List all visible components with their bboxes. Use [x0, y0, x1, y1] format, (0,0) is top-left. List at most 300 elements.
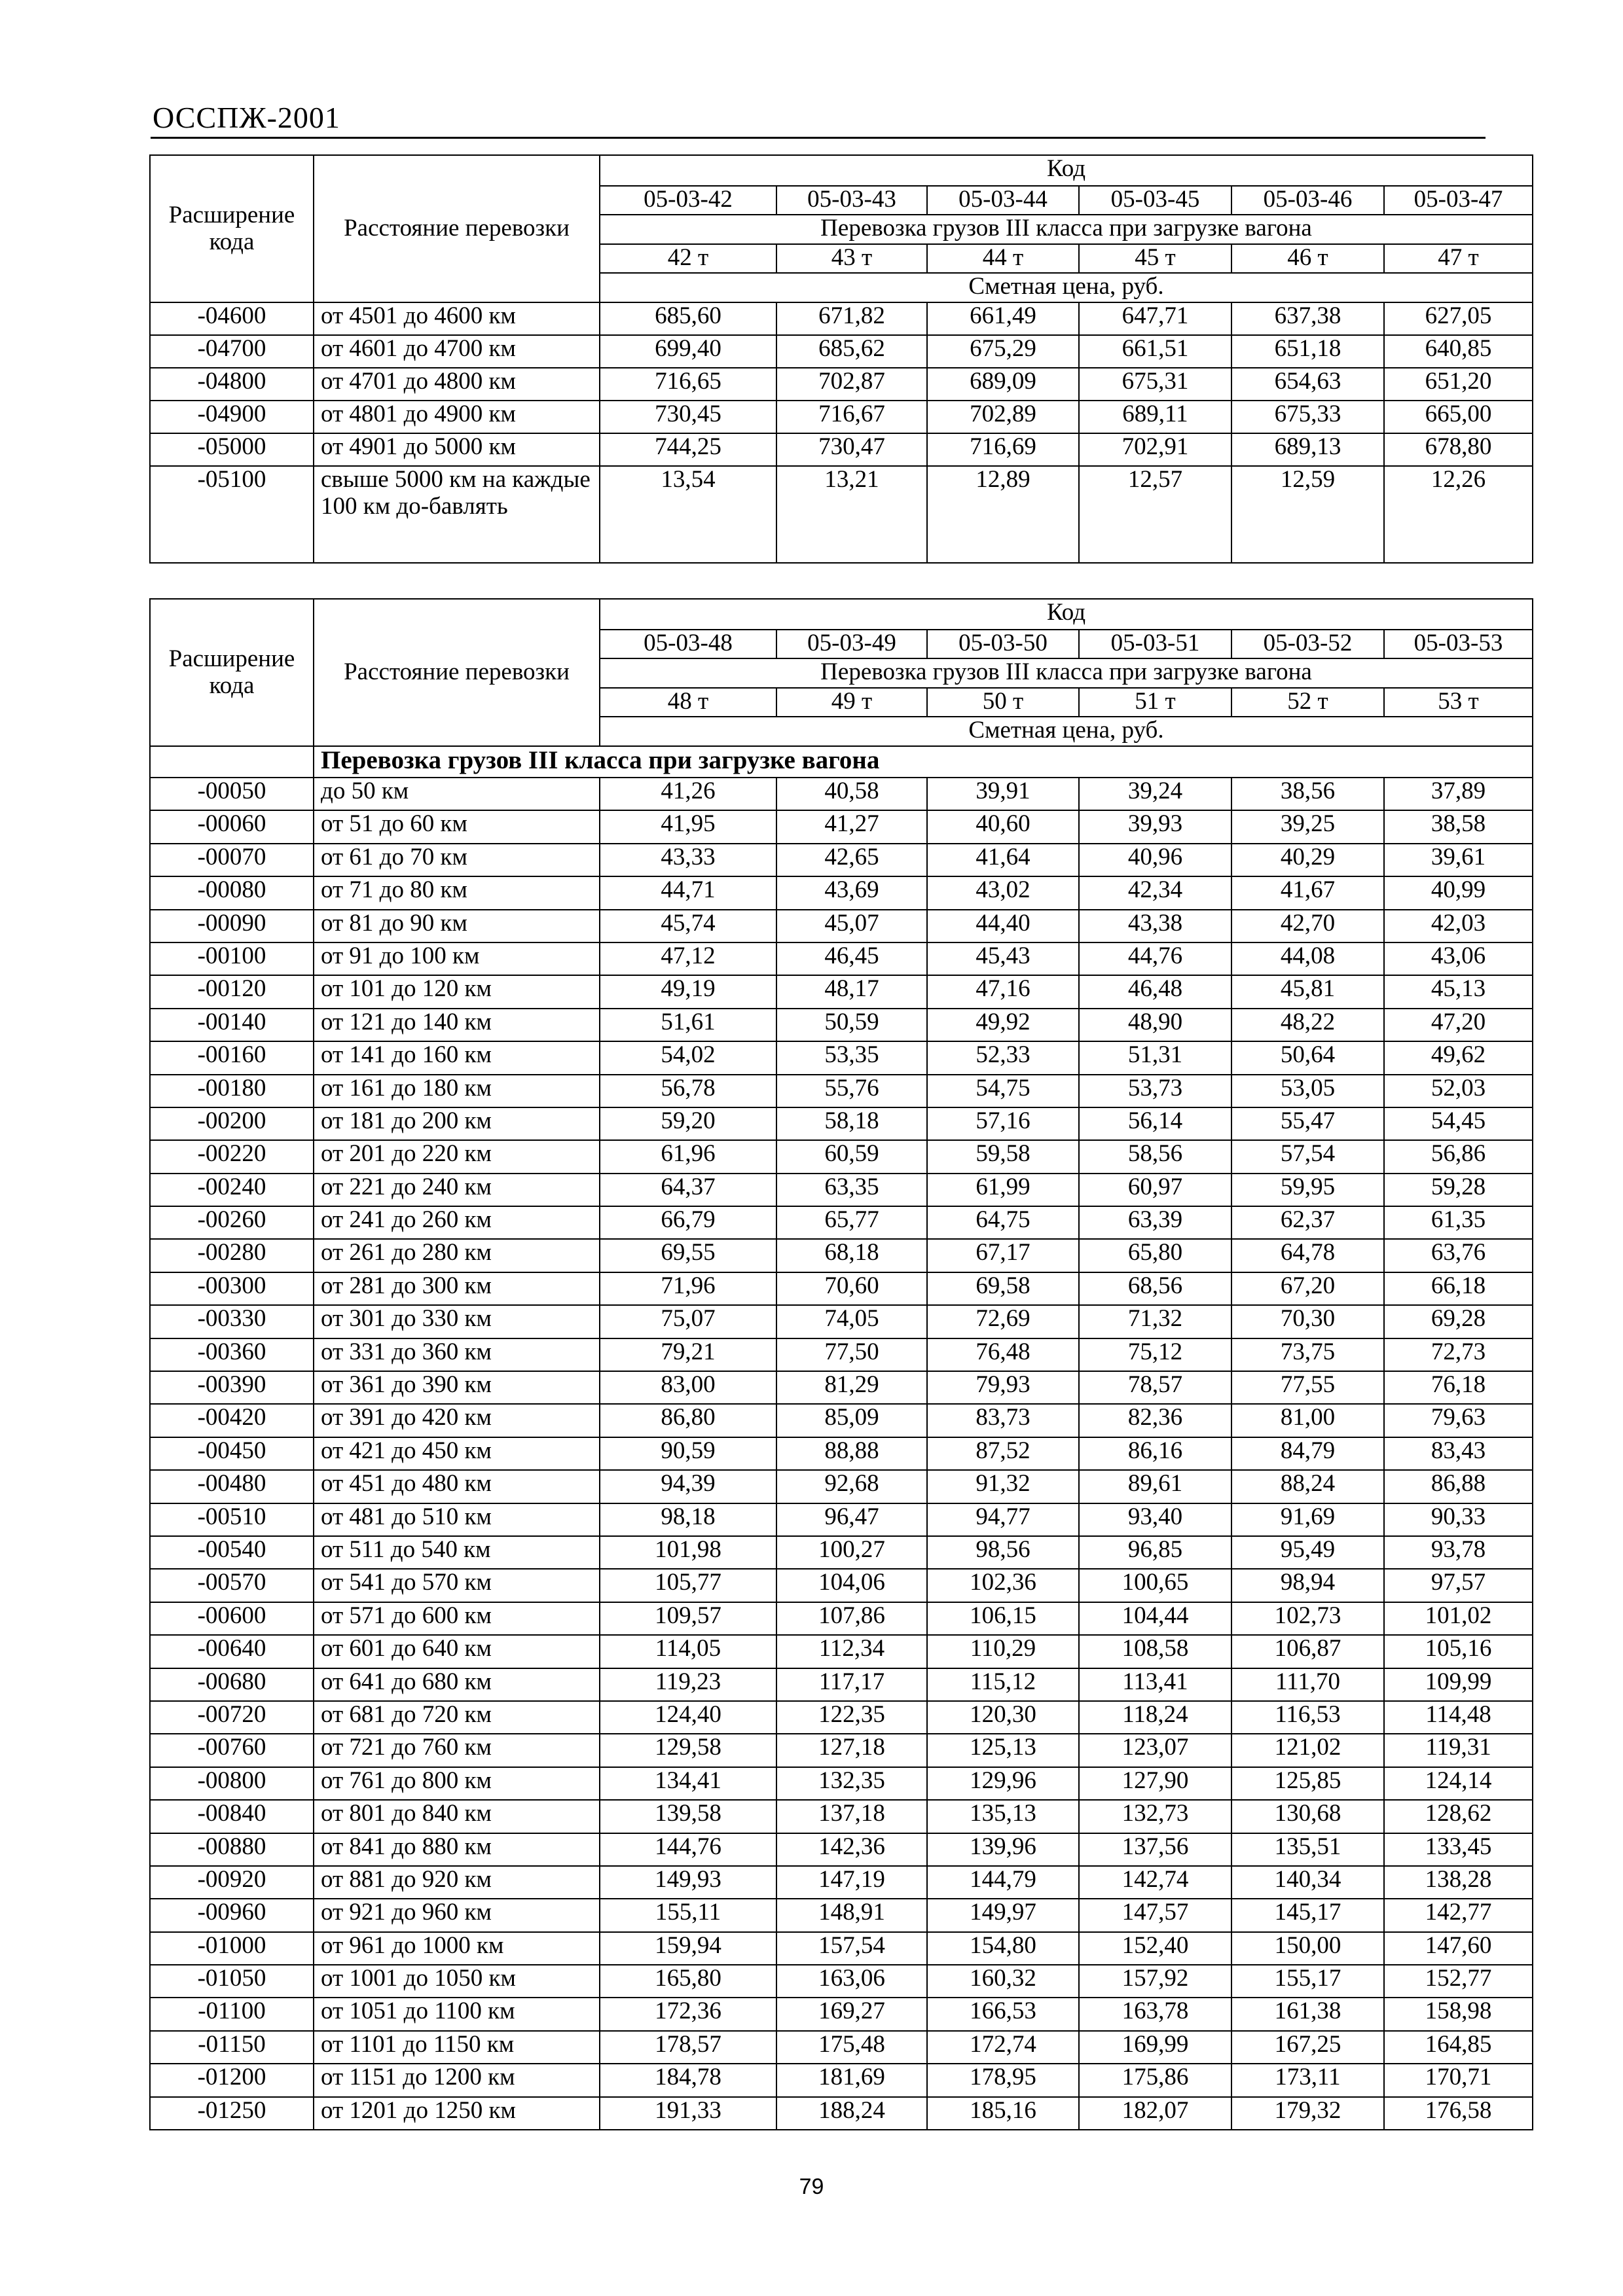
distance-cell: от 71 до 80 км — [314, 876, 600, 909]
price-cell: 102,36 — [927, 1569, 1079, 1602]
distance-cell: от 4601 до 4700 км — [314, 335, 600, 368]
price-cell: 38,56 — [1231, 778, 1384, 810]
price-cell: 83,00 — [600, 1371, 776, 1404]
code-extension-cell: -00390 — [150, 1371, 314, 1404]
distance-cell: от 571 до 600 км — [314, 1602, 600, 1635]
table-row — [150, 1437, 1533, 1470]
price-cell: 128,62 — [1384, 1800, 1533, 1833]
distance-cell: от 91 до 100 км — [314, 942, 600, 975]
code-extension-cell: -00090 — [150, 910, 314, 942]
page-number: 79 — [799, 2174, 824, 2199]
code-extension-cell: -00160 — [150, 1041, 314, 1074]
price-cell: 104,06 — [776, 1569, 927, 1602]
price-cell: 91,32 — [927, 1470, 1079, 1503]
price-cell: 94,77 — [927, 1503, 1079, 1536]
price-cell: 48,22 — [1231, 1009, 1384, 1041]
price-cell: 45,74 — [600, 910, 776, 942]
price-cell: 61,99 — [927, 1174, 1079, 1206]
table-row — [150, 1965, 1533, 1998]
code-extension-cell: -01150 — [150, 2031, 314, 2064]
load-cell: 49 т — [776, 688, 927, 717]
price-cell: 145,17 — [1231, 1899, 1384, 1931]
price-cell: 44,76 — [1079, 942, 1231, 975]
price-cell: 94,39 — [600, 1470, 776, 1503]
distance-cell: от 761 до 800 км — [314, 1767, 600, 1800]
price-cell: 53,05 — [1231, 1075, 1384, 1107]
price-cell: 76,18 — [1384, 1371, 1533, 1404]
price-cell: 104,44 — [1079, 1602, 1231, 1635]
distance-cell: от 481 до 510 км — [314, 1503, 600, 1536]
price-cell: 41,27 — [776, 810, 927, 843]
load-cell: 51 т — [1079, 688, 1231, 717]
distance-cell: от 451 до 480 км — [314, 1470, 600, 1503]
price-cell: 101,02 — [1384, 1602, 1533, 1635]
price-cell: 86,16 — [1079, 1437, 1231, 1470]
price-cell: 678,80 — [1384, 433, 1533, 466]
code-extension-cell: -01200 — [150, 2064, 314, 2096]
price-cell: 123,07 — [1079, 1734, 1231, 1767]
distance-cell: от 201 до 220 км — [314, 1140, 600, 1173]
table-row — [150, 1404, 1533, 1437]
price-header: Сметная цена, руб. — [600, 717, 1533, 746]
distance-cell: от 961 до 1000 км — [314, 1932, 600, 1965]
price-cell: 44,08 — [1231, 942, 1384, 975]
distance-cell: от 51 до 60 км — [314, 810, 600, 843]
price-cell: 651,20 — [1384, 368, 1533, 401]
code-extension-cell: -00450 — [150, 1437, 314, 1470]
table-row — [150, 1668, 1533, 1701]
price-cell: 62,37 — [1231, 1206, 1384, 1239]
price-cell: 40,58 — [776, 778, 927, 810]
price-cell: 70,30 — [1231, 1305, 1384, 1338]
table-row — [150, 1635, 1533, 1668]
price-cell: 39,91 — [927, 778, 1079, 810]
distance-cell: от 141 до 160 км — [314, 1041, 600, 1074]
price-cell: 152,40 — [1079, 1932, 1231, 1965]
table-row — [150, 810, 1533, 843]
price-cell: 61,35 — [1384, 1206, 1533, 1239]
transport-class-header: Перевозка грузов III класса при загрузке вагона — [600, 215, 1533, 244]
price-cell: 98,56 — [927, 1536, 1079, 1569]
price-cell: 59,58 — [927, 1140, 1079, 1173]
price-cell: 41,26 — [600, 778, 776, 810]
price-cell: 64,75 — [927, 1206, 1079, 1239]
price-cell: 132,73 — [1079, 1800, 1231, 1833]
price-cell: 127,90 — [1079, 1767, 1231, 1800]
table-row — [150, 1075, 1533, 1107]
price-cell: 175,48 — [776, 2031, 927, 2064]
distance-cell: от 4801 до 4900 км — [314, 401, 600, 433]
distance-cell: от 61 до 70 км — [314, 844, 600, 876]
price-cell: 64,78 — [1231, 1239, 1384, 1272]
price-header: Сметная цена, руб. — [600, 273, 1533, 302]
price-cell: 121,02 — [1231, 1734, 1384, 1767]
price-cell: 164,85 — [1384, 2031, 1533, 2064]
distance-cell: от 841 до 880 км — [314, 1833, 600, 1866]
price-cell: 41,64 — [927, 844, 1079, 876]
price-cell: 90,33 — [1384, 1503, 1533, 1536]
price-cell: 68,18 — [776, 1239, 927, 1272]
price-cell: 70,60 — [776, 1272, 927, 1305]
price-cell: 150,00 — [1231, 1932, 1384, 1965]
price-cell: 119,23 — [600, 1668, 776, 1701]
price-cell: 161,38 — [1231, 1998, 1384, 2030]
price-cell: 149,97 — [927, 1899, 1079, 1931]
price-cell: 111,70 — [1231, 1668, 1384, 1701]
price-cell: 120,30 — [927, 1701, 1079, 1734]
price-cell: 108,58 — [1079, 1635, 1231, 1668]
code-extension-cell: -00480 — [150, 1470, 314, 1503]
price-cell: 160,32 — [927, 1965, 1079, 1998]
price-cell: 54,02 — [600, 1041, 776, 1074]
price-cell: 63,35 — [776, 1174, 927, 1206]
price-cell: 163,78 — [1079, 1998, 1231, 2030]
table-row — [150, 1371, 1533, 1404]
table-row — [150, 1041, 1533, 1074]
price-cell: 689,11 — [1079, 401, 1231, 433]
price-cell: 129,96 — [927, 1767, 1079, 1800]
price-cell: 55,47 — [1231, 1107, 1384, 1140]
distance-cell: от 721 до 760 км — [314, 1734, 600, 1767]
table-row — [150, 1998, 1533, 2030]
price-cell: 67,17 — [927, 1239, 1079, 1272]
price-cell: 95,49 — [1231, 1536, 1384, 1569]
table-row — [150, 302, 1533, 335]
table-row — [150, 1174, 1533, 1206]
distance-cell: от 81 до 90 км — [314, 910, 600, 942]
price-cell: 685,62 — [776, 335, 927, 368]
price-cell: 142,74 — [1079, 1866, 1231, 1899]
price-cell: 42,65 — [776, 844, 927, 876]
price-cell: 179,32 — [1231, 2097, 1384, 2130]
table-row — [150, 1536, 1533, 1569]
code-extension-cell: -01250 — [150, 2097, 314, 2130]
distance-cell: от 181 до 200 км — [314, 1107, 600, 1140]
price-cell: 42,03 — [1384, 910, 1533, 942]
table-row — [150, 1140, 1533, 1173]
table-row — [150, 1338, 1533, 1371]
price-cell: 137,18 — [776, 1800, 927, 1833]
table-row — [150, 1569, 1533, 1602]
code-cell: 05-03-48 — [600, 630, 776, 658]
price-cell: 53,35 — [776, 1041, 927, 1074]
price-cell: 41,67 — [1231, 876, 1384, 909]
price-cell: 77,55 — [1231, 1371, 1384, 1404]
price-cell: 87,52 — [927, 1437, 1079, 1470]
price-cell: 173,11 — [1231, 2064, 1384, 2096]
code-extension-cell: -00060 — [150, 810, 314, 843]
price-cell: 40,60 — [927, 810, 1079, 843]
code-extension-cell: -00280 — [150, 1239, 314, 1272]
code-header: Код — [600, 599, 1533, 630]
code-cell: 05-03-50 — [927, 630, 1079, 658]
price-cell: 48,90 — [1079, 1009, 1231, 1041]
table-row — [150, 335, 1533, 368]
price-cell: 42,34 — [1079, 876, 1231, 909]
price-cell: 114,48 — [1384, 1701, 1533, 1734]
price-cell: 184,78 — [600, 2064, 776, 2096]
price-cell: 165,80 — [600, 1965, 776, 1998]
price-cell: 144,79 — [927, 1866, 1079, 1899]
price-cell: 56,78 — [600, 1075, 776, 1107]
distance-cell: от 261 до 280 км — [314, 1239, 600, 1272]
price-cell: 54,75 — [927, 1075, 1079, 1107]
price-cell: 147,60 — [1384, 1932, 1533, 1965]
distance-cell: от 391 до 420 км — [314, 1404, 600, 1437]
table-row — [150, 368, 1533, 401]
code-extension-cell: -00100 — [150, 942, 314, 975]
price-cell: 188,24 — [776, 2097, 927, 2130]
section-row — [150, 746, 1533, 778]
table-row — [150, 2097, 1533, 2130]
price-cell: 124,40 — [600, 1701, 776, 1734]
distance-cell: от 281 до 300 км — [314, 1272, 600, 1305]
price-cell: 39,25 — [1231, 810, 1384, 843]
code-extension-cell: -00360 — [150, 1338, 314, 1371]
price-cell: 39,93 — [1079, 810, 1231, 843]
price-cell: 12,59 — [1231, 466, 1384, 563]
price-cell: 107,86 — [776, 1602, 927, 1635]
price-cell: 85,09 — [776, 1404, 927, 1437]
price-cell: 147,19 — [776, 1866, 927, 1899]
price-cell: 106,87 — [1231, 1635, 1384, 1668]
price-cell: 59,28 — [1384, 1174, 1533, 1206]
table-row — [150, 1272, 1533, 1305]
price-cell: 69,55 — [600, 1239, 776, 1272]
price-cell: 92,68 — [776, 1470, 927, 1503]
price-cell: 71,32 — [1079, 1305, 1231, 1338]
table-row — [150, 1932, 1533, 1965]
price-cell: 89,61 — [1079, 1470, 1231, 1503]
load-cell: 44 т — [927, 244, 1079, 273]
distance-cell: от 1001 до 1050 км — [314, 1965, 600, 1998]
price-cell: 116,53 — [1231, 1701, 1384, 1734]
code-extension-cell: -00960 — [150, 1899, 314, 1931]
table-row — [150, 910, 1533, 942]
code-extension-cell: -00180 — [150, 1075, 314, 1107]
price-cell: 49,92 — [927, 1009, 1079, 1041]
price-cell: 47,20 — [1384, 1009, 1533, 1041]
load-cell: 52 т — [1231, 688, 1384, 717]
price-cell: 71,96 — [600, 1272, 776, 1305]
price-cell: 109,57 — [600, 1602, 776, 1635]
price-cell: 40,29 — [1231, 844, 1384, 876]
price-cell: 716,67 — [776, 401, 927, 433]
price-cell: 55,76 — [776, 1075, 927, 1107]
distance-cell: от 331 до 360 км — [314, 1338, 600, 1371]
price-cell: 654,63 — [1231, 368, 1384, 401]
price-cell: 45,43 — [927, 942, 1079, 975]
code-extension-cell: -04900 — [150, 401, 314, 433]
price-cell: 75,12 — [1079, 1338, 1231, 1371]
code-extension-cell: -04700 — [150, 335, 314, 368]
price-cell: 129,58 — [600, 1734, 776, 1767]
load-cell: 53 т — [1384, 688, 1533, 717]
table-row — [150, 1602, 1533, 1635]
price-cell: 60,59 — [776, 1140, 927, 1173]
table-row — [150, 1899, 1533, 1931]
price-cell: 90,59 — [600, 1437, 776, 1470]
price-cell: 702,91 — [1079, 433, 1231, 466]
price-cell: 112,34 — [776, 1635, 927, 1668]
load-cell: 47 т — [1384, 244, 1533, 273]
price-cell: 50,59 — [776, 1009, 927, 1041]
price-cell: 57,16 — [927, 1107, 1079, 1140]
price-cell: 48,17 — [776, 975, 927, 1008]
price-cell: 181,69 — [776, 2064, 927, 2096]
code-extension-cell: -00880 — [150, 1833, 314, 1866]
code-extension-cell: -00300 — [150, 1272, 314, 1305]
price-cell: 167,25 — [1231, 2031, 1384, 2064]
price-cell: 169,27 — [776, 1998, 927, 2030]
price-cell: 13,21 — [776, 466, 927, 563]
price-cell: 675,33 — [1231, 401, 1384, 433]
code-cell: 05-03-51 — [1079, 630, 1231, 658]
price-cell: 43,02 — [927, 876, 1079, 909]
price-cell: 72,69 — [927, 1305, 1079, 1338]
price-cell: 127,18 — [776, 1734, 927, 1767]
price-cell: 166,53 — [927, 1998, 1079, 2030]
code-cell: 05-03-49 — [776, 630, 927, 658]
price-cell: 144,76 — [600, 1833, 776, 1866]
code-extension-cell: -01050 — [150, 1965, 314, 1998]
price-cell: 689,13 — [1231, 433, 1384, 466]
price-cell: 685,60 — [600, 302, 776, 335]
price-cell: 98,18 — [600, 1503, 776, 1536]
price-cell: 105,16 — [1384, 1635, 1533, 1668]
price-cell: 52,03 — [1384, 1075, 1533, 1107]
table-row — [150, 1239, 1533, 1272]
distance-cell: от 921 до 960 км — [314, 1899, 600, 1931]
price-cell: 730,45 — [600, 401, 776, 433]
price-cell: 138,28 — [1384, 1866, 1533, 1899]
price-cell: 110,29 — [927, 1635, 1079, 1668]
price-cell: 77,50 — [776, 1338, 927, 1371]
price-cell: 178,95 — [927, 2064, 1079, 2096]
price-cell: 149,93 — [600, 1866, 776, 1899]
price-cell: 37,89 — [1384, 778, 1533, 810]
price-cell: 65,77 — [776, 1206, 927, 1239]
price-cell: 140,34 — [1231, 1866, 1384, 1899]
distance-cell: от 4901 до 5000 км — [314, 433, 600, 466]
code-extension-cell: -04600 — [150, 302, 314, 335]
price-cell: 75,07 — [600, 1305, 776, 1338]
price-cell: 702,87 — [776, 368, 927, 401]
price-cell: 63,76 — [1384, 1239, 1533, 1272]
header-rule — [151, 137, 1486, 139]
distance-cell: от 221 до 240 км — [314, 1174, 600, 1206]
price-cell: 73,75 — [1231, 1338, 1384, 1371]
table-row — [150, 1833, 1533, 1866]
table-row — [150, 1503, 1533, 1536]
price-cell: 58,56 — [1079, 1140, 1231, 1173]
distance-cell: от 361 до 390 км — [314, 1371, 600, 1404]
price-cell: 178,57 — [600, 2031, 776, 2064]
code-extension-cell: -00220 — [150, 1140, 314, 1173]
section-empty-cell — [150, 746, 314, 778]
distance-cell: от 161 до 180 км — [314, 1075, 600, 1107]
price-cell: 125,13 — [927, 1734, 1079, 1767]
price-cell: 43,38 — [1079, 910, 1231, 942]
distance-cell: от 4501 до 4600 км — [314, 302, 600, 335]
code-extension-cell: -00420 — [150, 1404, 314, 1437]
price-cell: 665,00 — [1384, 401, 1533, 433]
code-cell: 05-03-43 — [776, 186, 927, 215]
price-cell: 82,36 — [1079, 1404, 1231, 1437]
code-extension-cell: -00760 — [150, 1734, 314, 1767]
price-cell: 13,54 — [600, 466, 776, 563]
price-cell: 12,57 — [1079, 466, 1231, 563]
price-cell: 157,54 — [776, 1932, 927, 1965]
table-row — [150, 1107, 1533, 1140]
price-cell: 72,73 — [1384, 1338, 1533, 1371]
price-cell: 130,68 — [1231, 1800, 1384, 1833]
price-cell: 730,47 — [776, 433, 927, 466]
code-extension-header: Расширение кода — [150, 155, 314, 302]
distance-cell: от 1101 до 1150 км — [314, 2031, 600, 2064]
price-cell: 45,13 — [1384, 975, 1533, 1008]
price-cell: 185,16 — [927, 2097, 1079, 2130]
price-cell: 106,15 — [927, 1602, 1079, 1635]
price-cell: 135,51 — [1231, 1833, 1384, 1866]
price-cell: 159,94 — [600, 1932, 776, 1965]
price-cell: 56,14 — [1079, 1107, 1231, 1140]
table-row — [150, 401, 1533, 433]
price-cell: 65,80 — [1079, 1239, 1231, 1272]
price-cell: 49,19 — [600, 975, 776, 1008]
price-cell: 135,13 — [927, 1800, 1079, 1833]
price-cell: 59,20 — [600, 1107, 776, 1140]
price-cell: 661,51 — [1079, 335, 1231, 368]
price-cell: 139,58 — [600, 1800, 776, 1833]
price-cell: 100,65 — [1079, 1569, 1231, 1602]
price-cell: 60,97 — [1079, 1174, 1231, 1206]
price-cell: 152,77 — [1384, 1965, 1533, 1998]
price-cell: 51,61 — [600, 1009, 776, 1041]
price-cell: 148,91 — [776, 1899, 927, 1931]
price-cell: 44,40 — [927, 910, 1079, 942]
distance-cell: от 101 до 120 км — [314, 975, 600, 1008]
price-cell: 88,24 — [1231, 1470, 1384, 1503]
price-cell: 79,63 — [1384, 1404, 1533, 1437]
load-cell: 46 т — [1231, 244, 1384, 273]
price-cell: 39,24 — [1079, 778, 1231, 810]
price-cell: 59,95 — [1231, 1174, 1384, 1206]
distance-cell: до 50 км — [314, 778, 600, 810]
price-cell: 647,71 — [1079, 302, 1231, 335]
code-extension-cell: -00330 — [150, 1305, 314, 1338]
price-cell: 69,58 — [927, 1272, 1079, 1305]
price-cell: 12,26 — [1384, 466, 1533, 563]
price-cell: 63,39 — [1079, 1206, 1231, 1239]
section-title: Перевозка грузов III класса при загрузке вагона — [314, 746, 1533, 778]
code-extension-cell: -00260 — [150, 1206, 314, 1239]
transport-class-header: Перевозка грузов III класса при загрузке вагона — [600, 658, 1533, 688]
distance-cell: свыше 5000 км на каждые 100 км до-бавлять — [314, 466, 600, 563]
table-row — [150, 2031, 1533, 2064]
price-cell: 64,37 — [600, 1174, 776, 1206]
price-cell: 81,00 — [1231, 1404, 1384, 1437]
distance-cell: от 1201 до 1250 км — [314, 2097, 600, 2130]
code-extension-header: Расширение кода — [150, 599, 314, 746]
code-extension-cell: -00680 — [150, 1668, 314, 1701]
price-cell: 117,17 — [776, 1668, 927, 1701]
price-cell: 66,79 — [600, 1206, 776, 1239]
price-cell: 157,92 — [1079, 1965, 1231, 1998]
code-cell: 05-03-45 — [1079, 186, 1231, 215]
price-cell: 142,36 — [776, 1833, 927, 1866]
price-cell: 640,85 — [1384, 335, 1533, 368]
